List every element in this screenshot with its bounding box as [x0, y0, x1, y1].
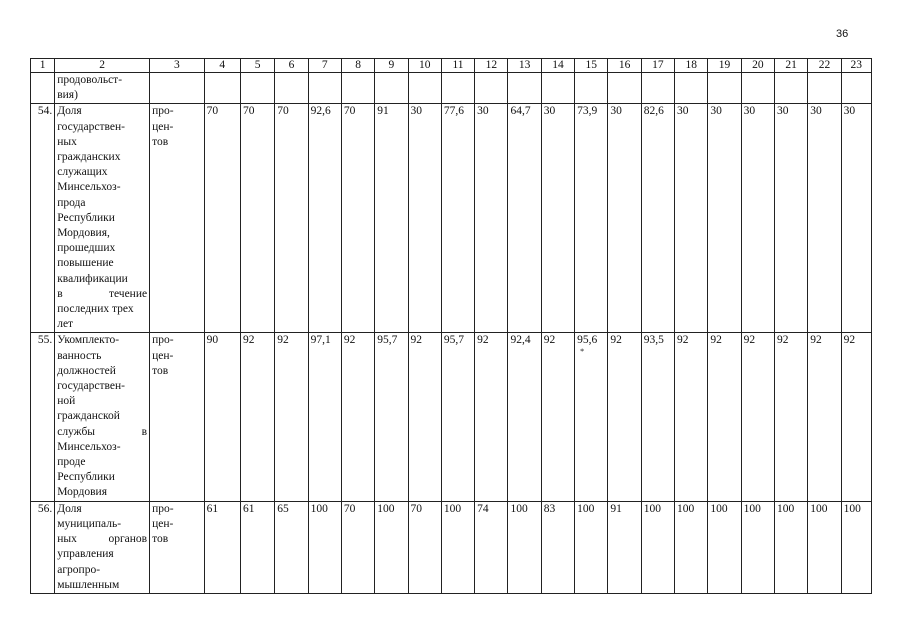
row-number-cell: [31, 73, 55, 104]
value-cell: [575, 104, 608, 333]
value-cell: [375, 104, 408, 333]
value-text: 82,6: [643, 105, 664, 118]
indicator-name-line: Минсельхоз-: [57, 440, 121, 453]
value-text: 92: [610, 334, 622, 347]
value-text: 61: [242, 502, 255, 515]
unit-line: цен-: [152, 120, 174, 133]
continuation-row: [31, 73, 872, 104]
row-number-cell: 56.: [31, 501, 55, 593]
header-cell: 16: [608, 59, 641, 73]
unit-line: тов: [152, 533, 169, 546]
value-text: 92: [710, 334, 722, 347]
value-cell: [808, 333, 841, 501]
empty-cell: [608, 73, 641, 104]
header-cell: 19: [708, 59, 741, 73]
value-text: 92,4: [510, 334, 531, 347]
header-cell: 15: [575, 59, 608, 73]
value-cell: [308, 333, 341, 501]
value-cell: [308, 501, 341, 593]
value-text: 100: [310, 502, 328, 515]
empty-cell: [308, 73, 341, 104]
header-cell: 23: [841, 59, 871, 73]
indicator-name-line: Укомплекто-: [57, 334, 120, 347]
value-text: 95,7: [377, 334, 398, 347]
indicator-name-line: лет: [57, 318, 74, 331]
header-cell: 14: [541, 59, 574, 73]
header-cell: 18: [675, 59, 708, 73]
value-cell: [575, 501, 608, 593]
value-text: 64,7: [510, 105, 531, 118]
value-text: 100: [443, 502, 462, 515]
value-text: 92: [843, 334, 856, 347]
value-cell: [240, 501, 274, 593]
empty-cell: [408, 73, 441, 104]
indicator-name-cell: [55, 333, 150, 501]
value-text: 92: [343, 334, 356, 347]
value-cell: [408, 104, 441, 333]
empty-cell: [150, 73, 205, 104]
empty-cell: [575, 73, 608, 104]
empty-cell: [641, 73, 674, 104]
empty-cell: [508, 73, 541, 104]
value-text: 100: [743, 502, 761, 515]
value-cell: [741, 501, 774, 593]
indicator-name-line: должностей: [57, 364, 116, 377]
empty-cell: [774, 73, 807, 104]
indicator-name-line: гражданской: [57, 410, 120, 423]
header-cell: 20: [741, 59, 774, 73]
indicator-name-line: агропро-: [57, 563, 101, 576]
value-text: 30: [677, 105, 689, 118]
value-cell: [408, 501, 441, 593]
indicator-name-line: прода: [57, 196, 86, 209]
value-text: 70: [343, 105, 356, 118]
header-cell: 21: [774, 59, 807, 73]
header-cell: 12: [475, 59, 508, 73]
value-cell: [641, 333, 674, 501]
value-cell: [841, 104, 871, 333]
value-cell: [508, 333, 541, 501]
value-text: 91: [377, 105, 389, 118]
header-cell: 6: [275, 59, 308, 73]
value-cell: [408, 333, 441, 501]
value-text: 92: [477, 334, 489, 347]
value-cell: [541, 501, 574, 593]
indicator-name-line: в течение: [57, 287, 148, 300]
value-cell: [275, 333, 308, 501]
indicator-name-line: продовольст-: [57, 74, 123, 86]
value-cell: [204, 104, 240, 333]
value-text: 100: [776, 502, 795, 515]
indicator-name-line: ных органов: [57, 533, 148, 546]
value-text: 65: [277, 502, 289, 515]
value-text: 30: [543, 105, 556, 118]
value-cell: [375, 333, 408, 501]
value-text: 100: [843, 502, 861, 515]
header-cell: 2: [55, 59, 150, 73]
indicator-name-cell: [55, 73, 150, 104]
unit-line: тов: [152, 364, 169, 377]
value-cell: [675, 333, 708, 501]
table-row: [31, 104, 872, 333]
row-number-cell: 55.: [31, 333, 55, 501]
indicator-name-line: управления: [57, 548, 114, 561]
value-cell: [608, 333, 641, 501]
header-cell: 1: [31, 59, 55, 73]
value-text: 92: [810, 334, 822, 347]
table-row: [31, 501, 872, 593]
value-text: 30: [743, 105, 756, 118]
value-text: 92: [410, 334, 423, 347]
empty-cell: [341, 73, 374, 104]
value-cell: [441, 104, 474, 333]
indicator-name-line: Доля: [57, 105, 82, 118]
value-text: 70: [343, 502, 356, 515]
value-cell: [475, 333, 508, 501]
value-text: 30: [810, 105, 822, 118]
value-text: 90: [206, 334, 219, 347]
value-mark: *: [580, 346, 585, 356]
value-text: 95,7: [443, 334, 464, 347]
value-text: 30: [410, 105, 423, 118]
value-text: 30: [477, 105, 489, 118]
indicator-name-line: Республики: [57, 471, 115, 484]
value-cell: [841, 333, 871, 501]
value-cell: [675, 104, 708, 333]
value-cell: [541, 104, 574, 333]
value-text: 100: [377, 502, 395, 515]
value-cell: [841, 501, 871, 593]
empty-cell: [741, 73, 774, 104]
value-cell: [508, 104, 541, 333]
value-text: 74: [477, 502, 489, 515]
value-cell: [608, 104, 641, 333]
indicator-name-line: вия): [57, 89, 78, 102]
value-cell: [204, 333, 240, 501]
data-table: [30, 58, 872, 594]
value-cell: [508, 501, 541, 593]
value-cell: [741, 104, 774, 333]
value-cell: [308, 104, 341, 333]
value-cell: [441, 333, 474, 501]
value-text: 30: [610, 105, 622, 118]
header-cell: 8: [341, 59, 374, 73]
value-cell: [575, 333, 608, 501]
value-text: 100: [810, 502, 828, 515]
value-text: 100: [710, 502, 728, 515]
value-text: 92: [677, 334, 689, 347]
value-text: 92: [743, 334, 756, 347]
empty-cell: [441, 73, 474, 104]
indicator-name-line: служащих: [57, 166, 108, 179]
value-text: 97,1: [310, 334, 331, 347]
value-cell: [275, 501, 308, 593]
value-cell: [808, 501, 841, 593]
value-text: 30: [710, 105, 722, 118]
value-text: 30: [776, 105, 789, 118]
header-cell: 3: [150, 59, 205, 73]
indicator-name-line: гражданских: [57, 151, 121, 164]
value-text: 70: [410, 502, 423, 515]
empty-cell: [841, 73, 871, 104]
indicator-name-line: квалификации: [57, 272, 128, 285]
indicator-name-line: мышленным: [57, 578, 120, 591]
indicator-name-line: проде: [57, 456, 86, 469]
value-cell: [741, 333, 774, 501]
indicator-name-cell: [55, 501, 150, 593]
row-number-cell: 54.: [31, 104, 55, 333]
value-text: 73,9: [577, 105, 598, 118]
empty-cell: [541, 73, 574, 104]
value-cell: [240, 104, 274, 333]
value-cell: [341, 501, 374, 593]
value-cell: [240, 333, 274, 501]
indicator-name-line: последних трех: [57, 303, 134, 316]
value-text: 92: [242, 334, 255, 347]
value-cell: [808, 104, 841, 333]
empty-cell: [275, 73, 308, 104]
value-cell: [475, 104, 508, 333]
value-cell: [708, 501, 741, 593]
empty-cell: [708, 73, 741, 104]
value-text: 93,5: [643, 334, 664, 347]
empty-cell: [808, 73, 841, 104]
indicator-name-line: Республики: [57, 211, 115, 224]
empty-cell: [375, 73, 408, 104]
value-cell: [708, 333, 741, 501]
indicator-name-line: Доля: [57, 502, 82, 515]
value-text: 70: [277, 105, 289, 118]
indicator-name-line: повышение: [57, 257, 114, 270]
indicator-name-line: Мордовия,: [57, 227, 110, 240]
unit-line: про-: [152, 105, 174, 118]
value-text: 92: [543, 334, 556, 347]
header-cell: 13: [508, 59, 541, 73]
value-cell: [275, 104, 308, 333]
value-cell: [774, 501, 807, 593]
value-text: 83: [543, 502, 556, 515]
header-cell: 4: [204, 59, 240, 73]
header-cell: 22: [808, 59, 841, 73]
empty-cell: [240, 73, 274, 104]
unit-cell: [150, 501, 205, 593]
empty-cell: [675, 73, 708, 104]
unit-line: тов: [152, 135, 169, 148]
value-cell: [608, 501, 641, 593]
indicator-name-line: Минсельхоз-: [57, 181, 121, 194]
header-cell: 17: [641, 59, 674, 73]
unit-cell: [150, 333, 205, 501]
unit-line: цен-: [152, 517, 174, 530]
unit-line: про-: [152, 334, 174, 347]
value-text: 92: [277, 334, 289, 347]
value-cell: [774, 104, 807, 333]
indicator-name-line: государствен-: [57, 120, 125, 133]
value-text: 100: [643, 502, 661, 515]
indicator-name-line: службы в: [57, 425, 148, 438]
indicator-name-line: муниципаль-: [57, 517, 122, 530]
value-text: 70: [242, 105, 255, 118]
value-text: 95,6: [577, 334, 598, 347]
unit-cell: [150, 104, 205, 333]
header-cell: 10: [408, 59, 441, 73]
value-cell: [341, 333, 374, 501]
value-cell: [204, 501, 240, 593]
indicator-name-line: ванность: [57, 349, 102, 362]
indicator-name-cell: [55, 104, 150, 333]
indicator-name-line: ной: [57, 395, 76, 408]
page-number: 36: [836, 28, 849, 40]
table-row: [31, 333, 872, 501]
value-cell: [708, 104, 741, 333]
value-text: 100: [577, 502, 595, 515]
empty-cell: [475, 73, 508, 104]
empty-cell: [204, 73, 240, 104]
value-cell: [641, 104, 674, 333]
value-cell: [774, 333, 807, 501]
header-cell: 9: [375, 59, 408, 73]
value-text: 100: [677, 502, 695, 515]
value-cell: [341, 104, 374, 333]
value-text: 30: [843, 105, 856, 118]
unit-line: про-: [152, 502, 174, 515]
value-text: 100: [510, 502, 528, 515]
value-cell: [541, 333, 574, 501]
unit-line: цен-: [152, 349, 174, 362]
header-cell: 5: [240, 59, 274, 73]
value-text: 92: [776, 334, 789, 347]
indicator-name-line: прошедших: [57, 242, 116, 255]
value-cell: [375, 501, 408, 593]
indicator-name-line: Мордовия: [57, 486, 107, 499]
value-cell: [675, 501, 708, 593]
value-text: 70: [206, 105, 219, 118]
value-text: 77,6: [443, 105, 464, 118]
value-cell: [641, 501, 674, 593]
indicator-name-line: ных: [57, 135, 77, 148]
header-row: [31, 59, 872, 73]
header-cell: 11: [441, 59, 474, 73]
indicator-name-line: государствен-: [57, 380, 125, 393]
value-text: 91: [610, 502, 622, 515]
value-text: 61: [206, 502, 219, 515]
value-cell: [475, 501, 508, 593]
value-text: 92,6: [310, 105, 331, 118]
value-cell: [441, 501, 474, 593]
header-cell: 7: [308, 59, 341, 73]
